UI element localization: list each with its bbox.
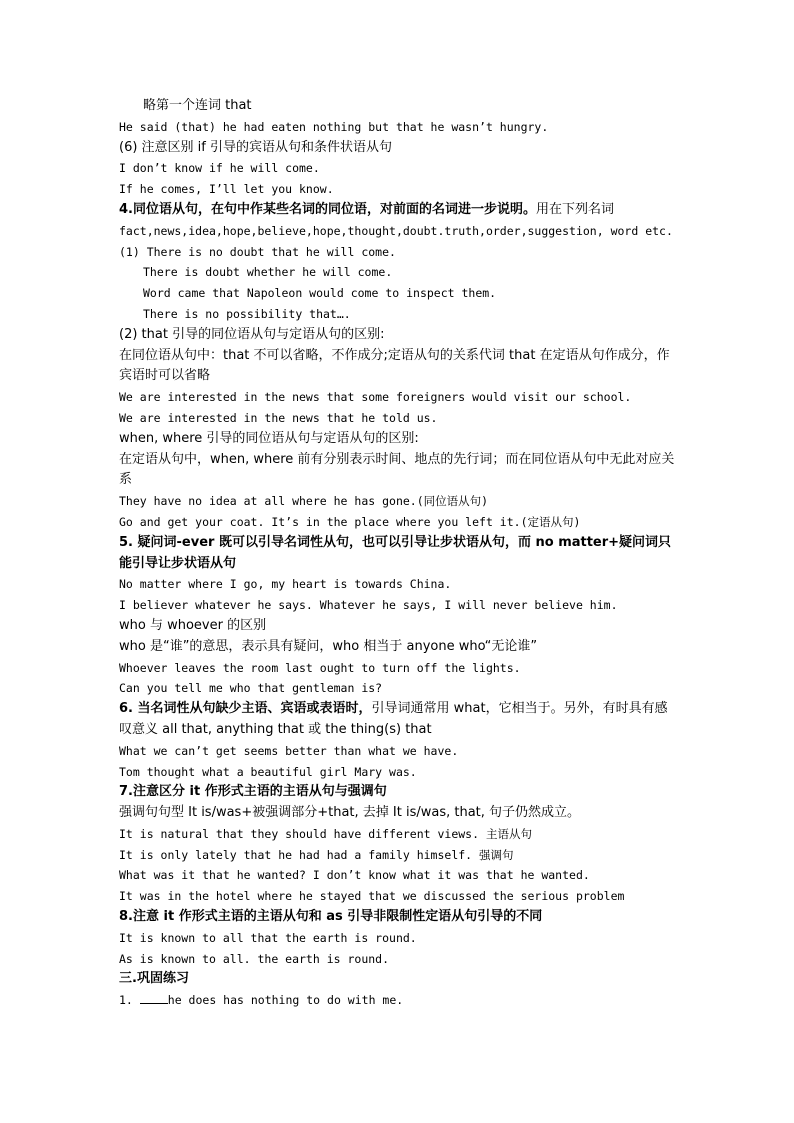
heading-text: 4.同位语从句，在句中作某些名词的同位语，对前面的名词进一步说明。 — [119, 201, 536, 217]
text-paragraph: 在同位语从句中：that 不可以省略，不作成分;定语从句的关系代词 that 在定语从句作成分，作宾语时可以省略 — [119, 347, 670, 384]
example-sentence: There is doubt whether he will come. — [143, 265, 393, 280]
text-line: (6) 注意区别 if 引导的宾语从句和条件状语从句 — [119, 139, 393, 155]
text-paragraph: 在定语从句中，when, where 前有分别表示时间、地点的先行词；而在同位语从句中无此对应关系 — [119, 451, 675, 488]
example-sentence: It is natural that they should have different views. 主语从句 — [119, 826, 532, 841]
example-sentence: We are interested in the news that some foreigners would visit our school. — [119, 390, 632, 405]
text-line: 略第一个连词 that — [143, 98, 252, 113]
example-sentence: It was in the hotel where he stayed that we discussed the serious problem — [119, 889, 625, 904]
document-body — [119, 96, 679, 1011]
section-heading-7: 7.注意区分 it 作形式主语的主语从句与强调句 — [119, 784, 387, 800]
example-sentence: Word came that Napoleon would come to inspect them. — [143, 286, 497, 301]
text-line: when, where 引导的同位语从句与定语从句的区别: — [119, 430, 419, 446]
example-sentence: I believer whatever he says. Whatever he says, I will never believe him. — [119, 598, 618, 613]
example-sentence: Whoever leaves the room last ought to turn off the lights. — [119, 660, 521, 675]
example-sentence: Tom thought what a beautiful girl Mary was. — [119, 764, 417, 779]
noun-list: fact,news,idea,hope,believe,hope,thought,doubt.truth,order,suggestion, word etc. — [119, 223, 673, 238]
heading-continuation: 用在下列名词 — [535, 201, 614, 217]
section-heading-6 — [119, 699, 679, 741]
example-sentence: No matter where I go, my heart is towards China. — [119, 577, 452, 592]
example-sentence: There is no possibility that…. — [143, 306, 351, 321]
example-sentence: It is known to all that the earth is round. — [119, 930, 417, 945]
exercise-text: he does has nothing to do with me. — [167, 993, 404, 1008]
section-heading-8: 8.注意 it 作形式主语的主语从句和 as 引导非限制性定语从句引导的不同 — [119, 909, 543, 925]
text-line: (2) that 引导的同位语从句与定语从句的区别: — [119, 326, 385, 342]
heading-text: 6. 当名词性从句缺少主语、宾语或表语时， — [119, 701, 372, 717]
answer-blank[interactable] — [140, 991, 168, 1004]
example-sentence: We are interested in the news that he told us. — [119, 410, 438, 425]
heading-continuation: 引导词通常用 what，它相当于。另外，有时具有感叹意义 all that, anything that 或 the thing(s) that — [119, 701, 668, 737]
example-sentence: Go and get your coat. It’s in the place where you left it.(定语从句) — [119, 514, 581, 529]
text-line: who 是“谁”的意思，表示具有疑问，who 相当于 anyone who“无论谁” — [119, 638, 538, 654]
example-sentence: What we can’t get seems better than what we have. — [119, 743, 459, 758]
exercise-number: 1. — [119, 993, 140, 1008]
example-sentence: What was it that he wanted? I don’t know what it was that he wanted. — [119, 868, 590, 883]
text-line: 强调句句型 It is/was+被强调部分+that, 去掉 It is/was, that, 句子仍然成立。 — [119, 805, 581, 821]
example-sentence: I don’t know if he will come. — [119, 161, 320, 176]
example-sentence: (1) There is no doubt that he will come. — [119, 244, 396, 259]
section-heading-exercises: 三.巩固练习 — [119, 971, 189, 987]
example-sentence: He said (that) he had eaten nothing but that he wasn’t hungry. — [119, 119, 549, 134]
exercise-item — [119, 990, 679, 1011]
section-heading-4 — [119, 200, 679, 221]
section-heading-5: 5. 疑问词-ever 既可以引导名词性从句，也可以引导让步状语从句，而 no matter+疑问词只能引导让步状语从句 — [119, 534, 672, 571]
example-sentence: Can you tell me who that gentleman is? — [119, 681, 383, 696]
text-line: who 与 whoever 的区别 — [119, 617, 267, 633]
example-sentence: It is only lately that he had had a family himself. 强调句 — [119, 847, 514, 862]
example-sentence: If he comes, I’ll let you know. — [119, 182, 334, 197]
example-sentence: They have no idea at all where he has gone.(同位语从句) — [119, 494, 489, 509]
example-sentence: As is known to all. the earth is round. — [119, 951, 390, 966]
